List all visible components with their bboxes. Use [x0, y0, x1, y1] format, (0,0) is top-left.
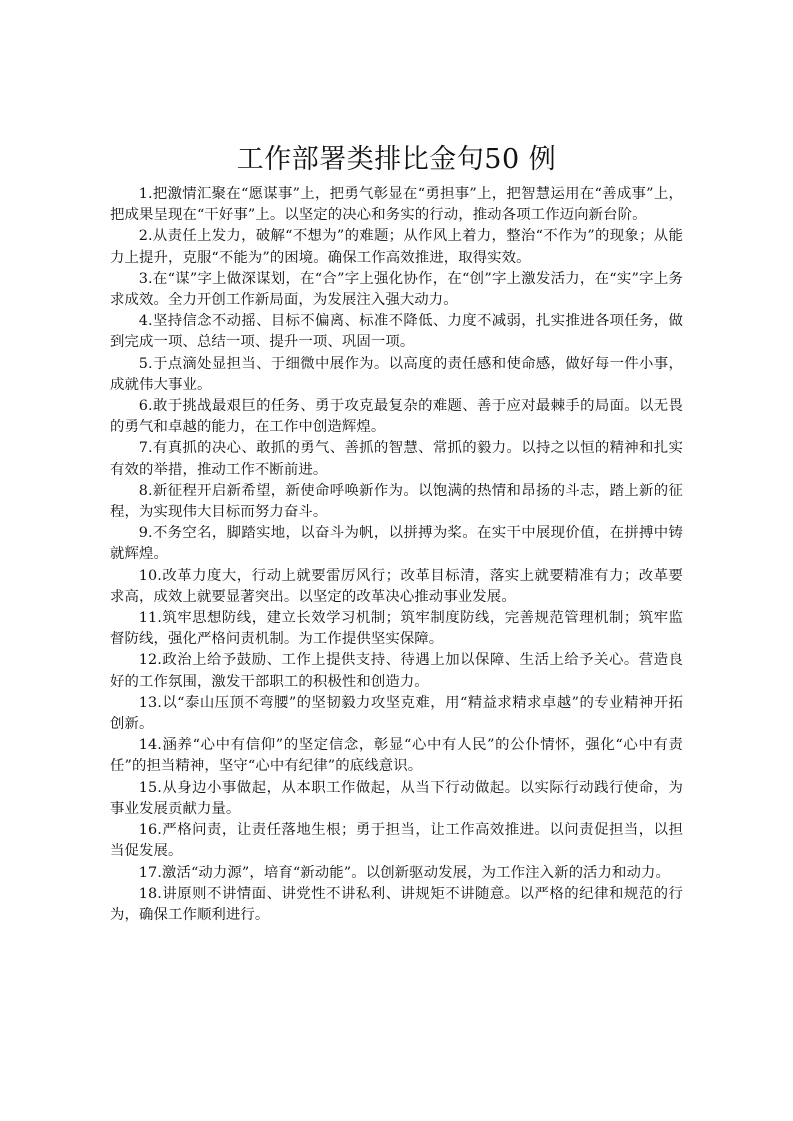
list-item: 6.敢于挑战最艰巨的任务、勇于攻克最复杂的难题、善于应对最棘手的局面。以无畏的勇气和卓越的能力，在工作中创造辉煌。 — [110, 398, 683, 436]
list-item: 15.从身边小事做起，从本职工作做起，从当下行动做起。以实际行动践行使命，为事业发展贡献力量。 — [110, 779, 683, 817]
list-item: 11.筑牢思想防线，建立长效学习机制；筑牢制度防线，完善规范管理机制；筑牢监督防线，强化严格问责机制。为工作提供坚实保障。 — [110, 610, 683, 648]
list-item: 18.讲原则不讲情面、讲党性不讲私利、讲规矩不讲随意。以严格的纪律和规范的行为，确保工作顺利进行。 — [110, 885, 683, 923]
list-item: 9.不务空名，脚踏实地，以奋斗为帆，以拼搏为桨。在实干中展现价值，在拼搏中铸就辉煌。 — [110, 525, 683, 563]
list-item: 10.改革力度大，行动上就要雷厉风行；改革目标清，落实上就要精准有力；改革要求高，成效上就要显著突出。以坚定的改革决心推动事业发展。 — [110, 567, 683, 605]
list-item: 5.于点滴处显担当、于细微中展作为。以高度的责任感和使命感，做好每一件小事，成就伟大事业。 — [110, 355, 683, 393]
list-item: 16.严格问责，让责任落地生根；勇于担当，让工作高效推进。以问责促担当，以担当促发展。 — [110, 822, 683, 860]
item-list — [110, 184, 683, 926]
list-item: 17.激活“动力源”，培育“新动能”。以创新驱动发展，为工作注入新的活力和动力。 — [138, 864, 671, 881]
list-item: 1.把激情汇聚在“愿谋事”上，把勇气彰显在“勇担事”上，把智慧运用在“善成事”上，把成果呈现在“干好事”上。以坚定的决心和务实的行动，推动各项工作迈向新台阶。 — [110, 186, 683, 224]
list-item: 2.从责任上发力，破解“不想为”的难题；从作风上着力，整治“不作为”的现象；从能力上提升，克服“不能为”的困境。确保工作高效推进，取得实效。 — [110, 228, 683, 266]
document-title: 工作部署类排比金句50 例 — [236, 144, 557, 175]
list-item: 13.以“泰山压顶不弯腰”的坚韧毅力攻坚克难，用“精益求精求卓越”的专业精神开拓创新。 — [110, 694, 683, 733]
list-item: 4.坚持信念不动摇、目标不偏离、标准不降低、力度不减弱，扎实推进各项任务，做到完成一项、总结一项、提升一项、巩固一项。 — [110, 313, 683, 351]
list-item: 7.有真抓的决心、敢抓的勇气、善抓的智慧、常抓的毅力。以持之以恒的精神和扎实有效的举措，推动工作不断前进。 — [110, 440, 683, 478]
list-item: 12.政治上给予鼓励、工作上提供支持、待遇上加以保障、生活上给予关心。营造良好的工作氛围，激发干部职工的积极性和创造力。 — [110, 652, 683, 690]
list-item: 14.涵养“心中有信仰”的坚定信念，彰显“心中有人民”的公仆情怀，强化“心中有责任”的担当精神，坚守“心中有纪律”的底线意识。 — [110, 737, 683, 775]
list-item: 3.在“谋”字上做深谋划，在“合”字上强化协作，在“创”字上激发活力，在“实”字上务求成效。全力开创工作新局面，为发展注入强大动力。 — [110, 270, 683, 309]
list-item: 8.新征程开启新希望，新使命呼唤新作为。以饱满的热情和昂扬的斗志，踏上新的征程，为实现伟大目标而努力奋斗。 — [110, 482, 683, 521]
